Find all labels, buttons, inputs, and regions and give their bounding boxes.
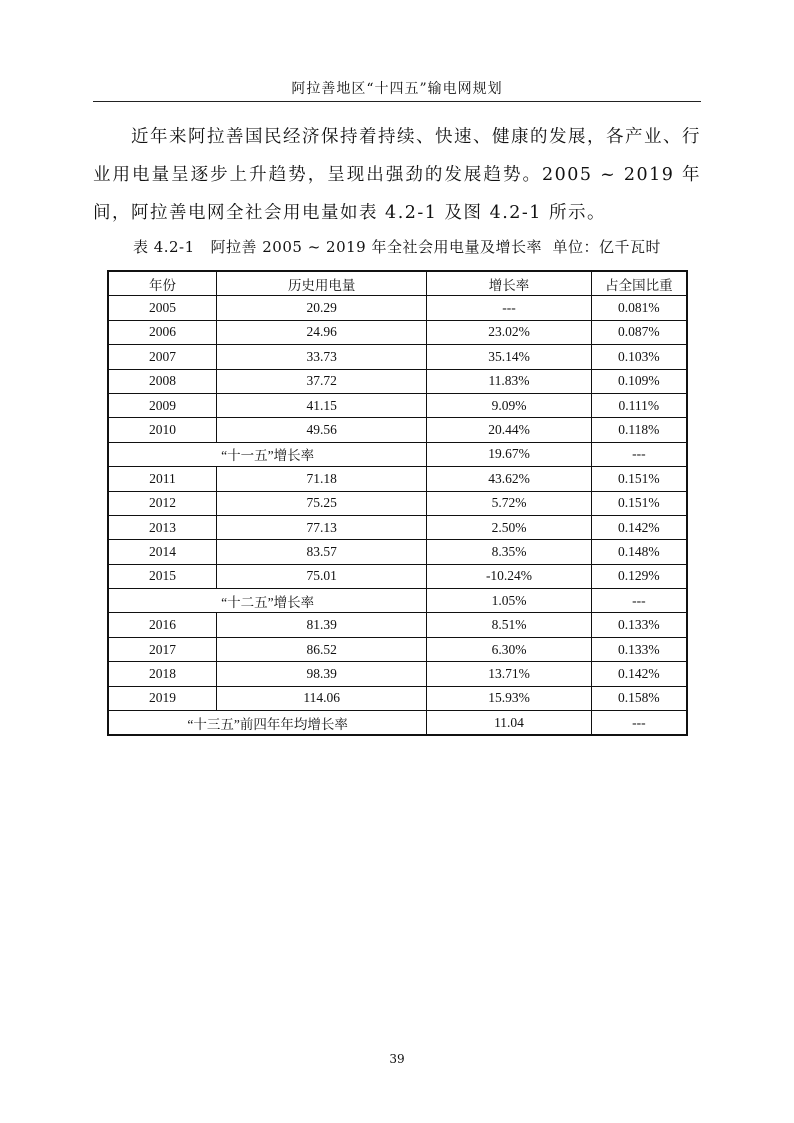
share-cell: 0.151%: [591, 491, 687, 515]
year-cell: 2013: [108, 515, 217, 539]
summary-row: [108, 442, 687, 466]
caption-title: 阿拉善 2005 ~ 2019 年全社会用电量及增长率: [210, 238, 542, 256]
consumption-cell: 98.39: [217, 662, 427, 686]
growth-cell: 20.44%: [427, 418, 591, 442]
year-cell: 2018: [108, 662, 217, 686]
share-cell: ---: [591, 711, 687, 736]
consumption-cell: 75.25: [217, 491, 427, 515]
summary-label-cell: “十三五”前四年年均增长率: [108, 711, 427, 736]
year-cell: 2010: [108, 418, 217, 442]
table-row: [108, 418, 687, 442]
table-row: [108, 467, 687, 491]
growth-cell: 13.71%: [427, 662, 591, 686]
table-row: [108, 296, 687, 320]
share-cell: 0.111%: [591, 393, 687, 417]
share-cell: ---: [591, 442, 687, 466]
table-row: [108, 686, 687, 710]
caption-unit: 单位：亿千瓦时: [552, 238, 662, 256]
growth-cell: 1.05%: [427, 589, 591, 613]
consumption-cell: 77.13: [217, 515, 427, 539]
summary-row: [108, 711, 687, 736]
body-paragraph: 近年来阿拉善国民经济保持着持续、快速、健康的发展，各产业、行业用电量呈逐步上升趋势，呈现出强劲的发展趋势。2005 ~ 2019 年间，阿拉善电网全社会用电量如表 4.2-1 及图 4.2-1 所示。: [93, 127, 701, 223]
column-header-consumption: 历史用电量: [217, 271, 427, 296]
share-cell: 0.148%: [591, 540, 687, 564]
table-row: [108, 320, 687, 344]
table-row: [108, 564, 687, 588]
year-cell: 2012: [108, 491, 217, 515]
consumption-cell: 20.29: [217, 296, 427, 320]
running-header: 阿拉善地区“十四五”输电网规划: [291, 81, 503, 97]
share-cell: 0.133%: [591, 613, 687, 637]
caption-number: 表 4.2-1: [132, 238, 195, 256]
growth-cell: 2.50%: [427, 515, 591, 539]
share-cell: 0.142%: [591, 662, 687, 686]
page-number: 39: [389, 1052, 405, 1066]
consumption-cell: 24.96: [217, 320, 427, 344]
electricity-consumption-table: [107, 270, 688, 736]
consumption-cell: 49.56: [217, 418, 427, 442]
growth-cell: 15.93%: [427, 686, 591, 710]
growth-cell: 11.83%: [427, 369, 591, 393]
share-cell: 0.133%: [591, 637, 687, 661]
growth-cell: 35.14%: [427, 345, 591, 369]
year-cell: 2006: [108, 320, 217, 344]
consumption-cell: 86.52: [217, 637, 427, 661]
share-cell: ---: [591, 589, 687, 613]
year-cell: 2005: [108, 296, 217, 320]
growth-cell: ---: [427, 296, 591, 320]
growth-cell: 19.67%: [427, 442, 591, 466]
table-row: [108, 345, 687, 369]
table-row: [108, 540, 687, 564]
table-header-row: [108, 271, 687, 296]
consumption-cell: 71.18: [217, 467, 427, 491]
column-header-growth: 增长率: [427, 271, 591, 296]
share-cell: 0.158%: [591, 686, 687, 710]
consumption-cell: 114.06: [217, 686, 427, 710]
growth-cell: 23.02%: [427, 320, 591, 344]
table-caption: [93, 236, 701, 257]
year-cell: 2014: [108, 540, 217, 564]
header-rule: [93, 101, 701, 102]
share-cell: 0.129%: [591, 564, 687, 588]
table-row: [108, 637, 687, 661]
year-cell: 2017: [108, 637, 217, 661]
share-cell: 0.081%: [591, 296, 687, 320]
growth-cell: -10.24%: [427, 564, 591, 588]
year-cell: 2008: [108, 369, 217, 393]
year-cell: 2019: [108, 686, 217, 710]
consumption-cell: 81.39: [217, 613, 427, 637]
growth-cell: 8.51%: [427, 613, 591, 637]
body-paragraph-block: [93, 118, 701, 232]
column-header-share: 占全国比重: [591, 271, 687, 296]
table-row: [108, 613, 687, 637]
year-cell: 2007: [108, 345, 217, 369]
table-row: [108, 393, 687, 417]
table-row: [108, 491, 687, 515]
year-cell: 2009: [108, 393, 217, 417]
share-cell: 0.142%: [591, 515, 687, 539]
growth-cell: 5.72%: [427, 491, 591, 515]
summary-label-cell: “十一五”增长率: [108, 442, 427, 466]
share-cell: 0.109%: [591, 369, 687, 393]
table-body: [108, 296, 687, 736]
consumption-cell: 41.15: [217, 393, 427, 417]
consumption-cell: 75.01: [217, 564, 427, 588]
year-cell: 2016: [108, 613, 217, 637]
summary-label-cell: “十二五”增长率: [108, 589, 427, 613]
column-header-year: 年份: [108, 271, 217, 296]
growth-cell: 43.62%: [427, 467, 591, 491]
consumption-cell: 83.57: [217, 540, 427, 564]
share-cell: 0.151%: [591, 467, 687, 491]
table-row: [108, 515, 687, 539]
summary-row: [108, 589, 687, 613]
share-cell: 0.087%: [591, 320, 687, 344]
table-row: [108, 369, 687, 393]
growth-cell: 9.09%: [427, 393, 591, 417]
year-cell: 2015: [108, 564, 217, 588]
share-cell: 0.103%: [591, 345, 687, 369]
growth-cell: 8.35%: [427, 540, 591, 564]
consumption-cell: 37.72: [217, 369, 427, 393]
consumption-cell: 33.73: [217, 345, 427, 369]
year-cell: 2011: [108, 467, 217, 491]
growth-cell: 6.30%: [427, 637, 591, 661]
share-cell: 0.118%: [591, 418, 687, 442]
growth-cell: 11.04: [427, 711, 591, 736]
table-row: [108, 662, 687, 686]
